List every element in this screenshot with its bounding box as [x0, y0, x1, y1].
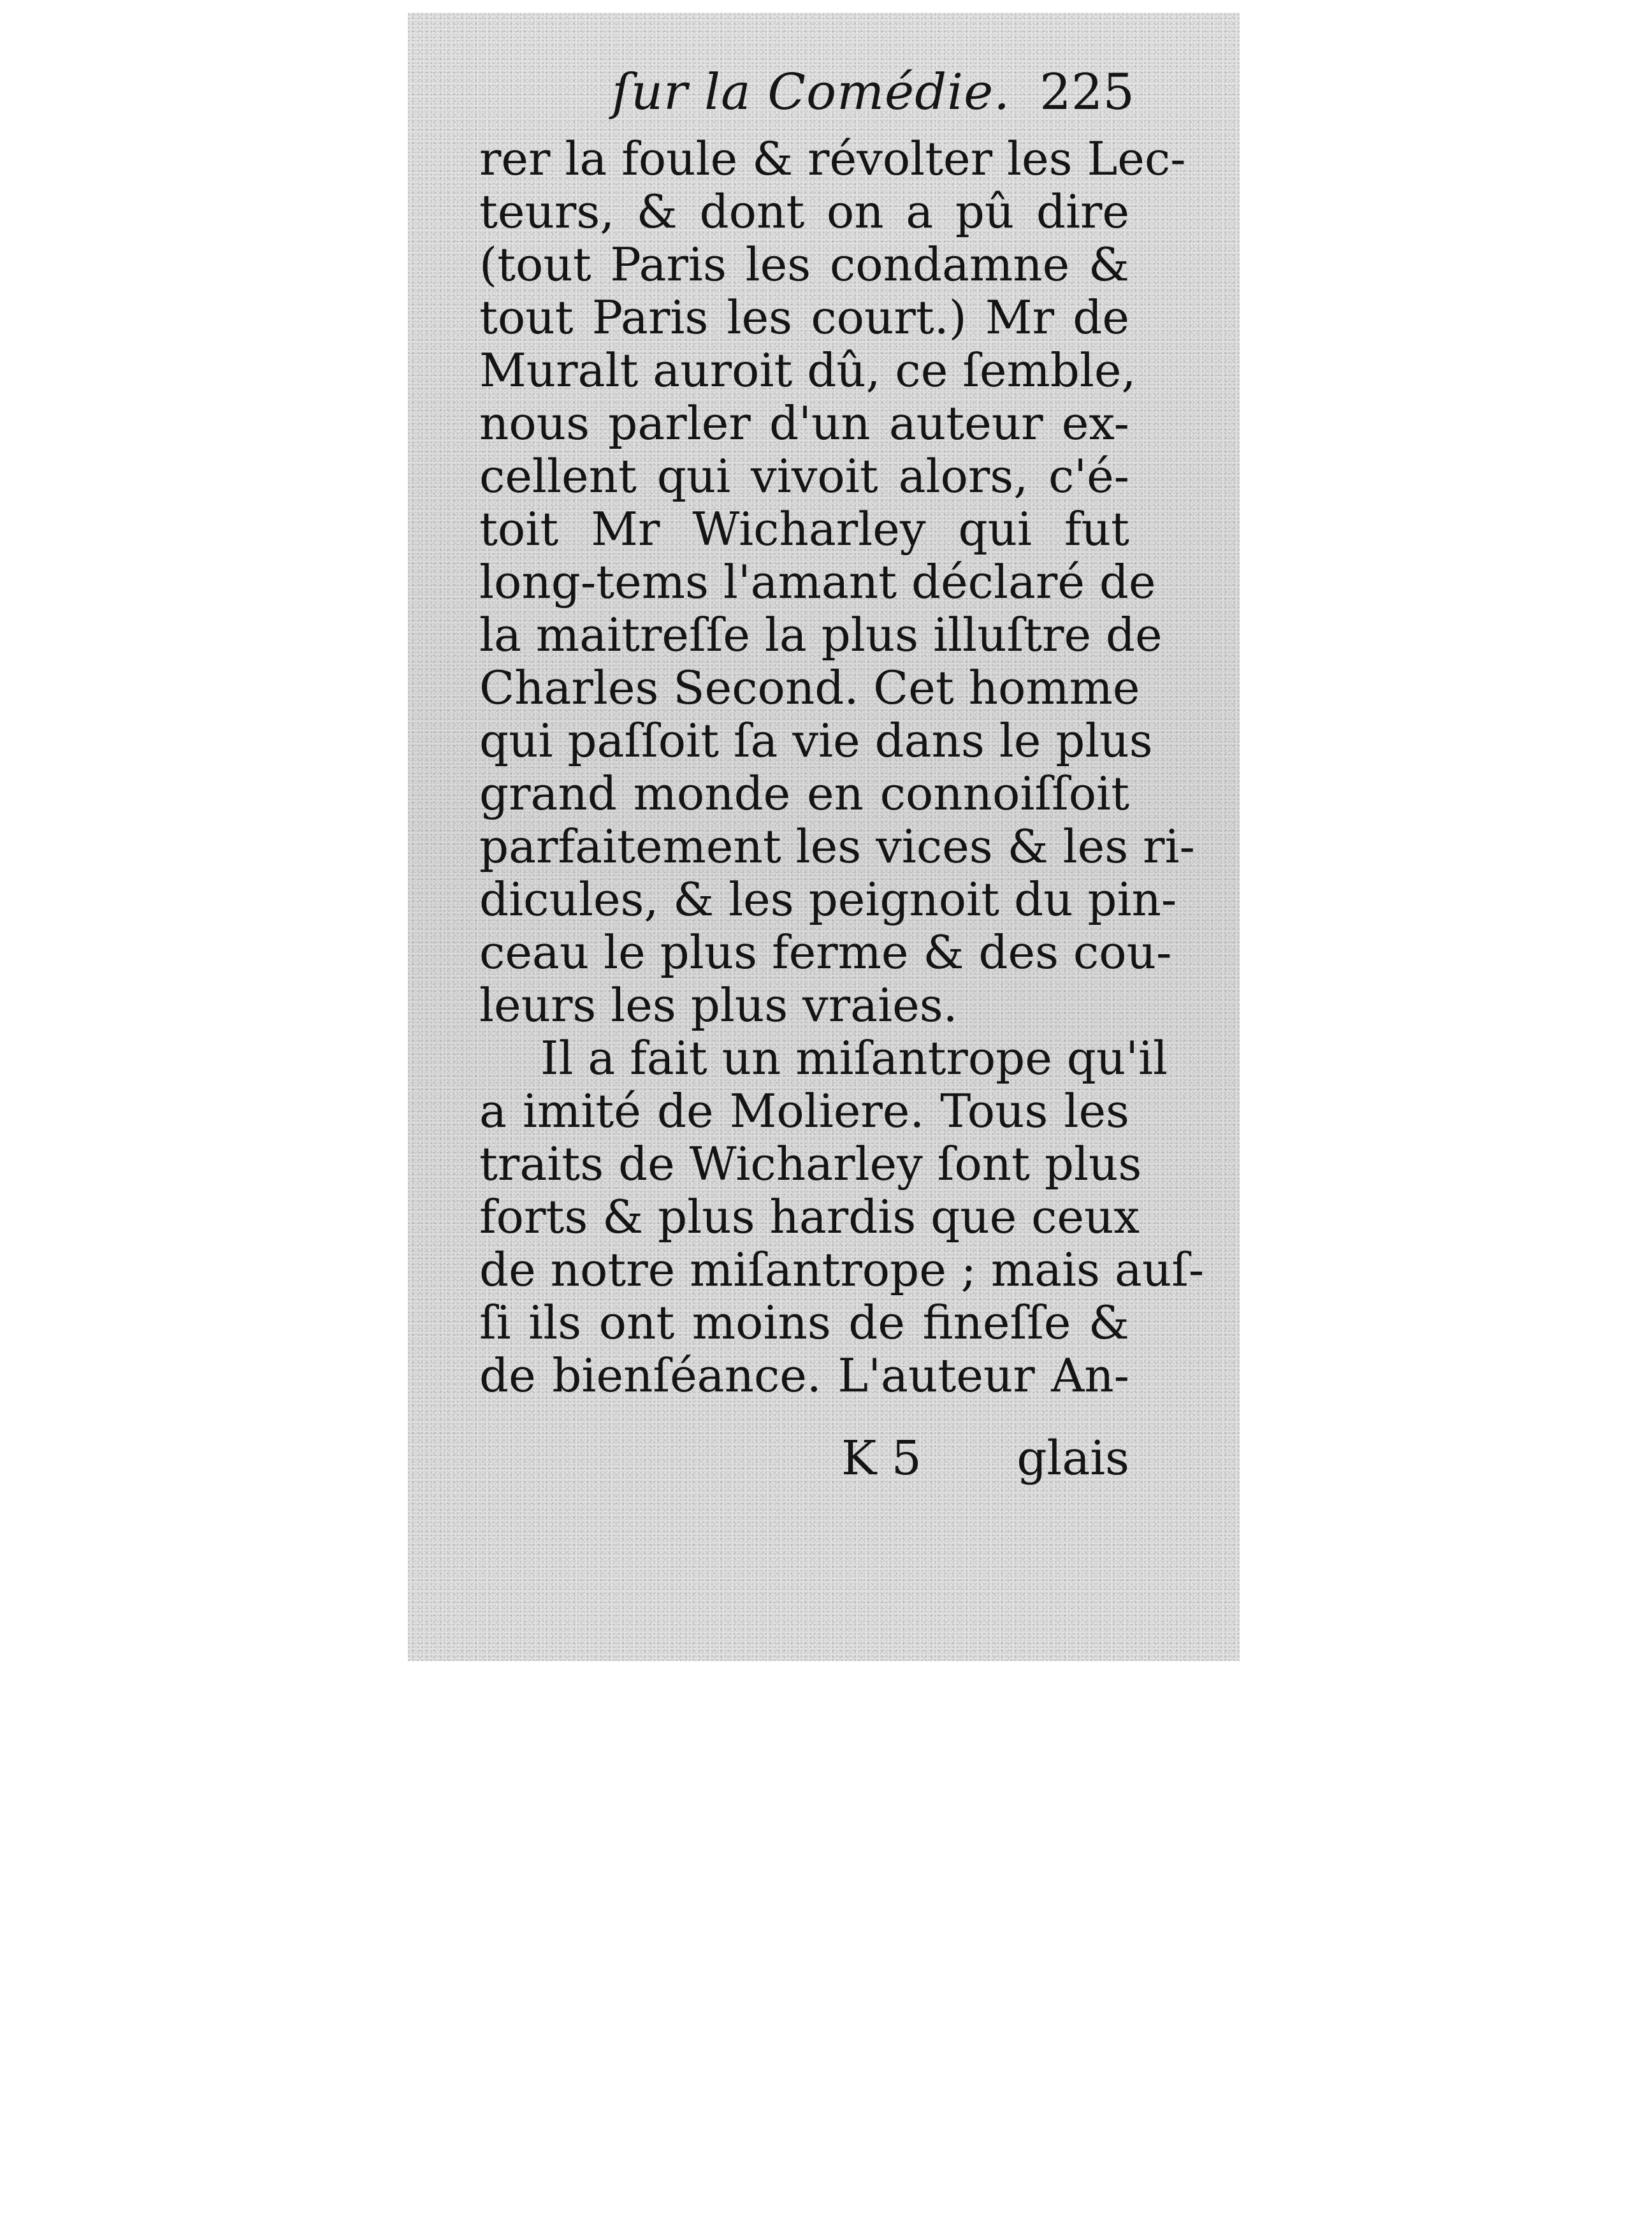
text-line: leurs les plus vraies.	[479, 978, 958, 1032]
running-head: ſur la Comédie.	[612, 64, 1011, 121]
text-line: a imité de Moliere. Tous les	[479, 1084, 1129, 1138]
text-line: ſi ils ont moins de fineſſe &	[479, 1296, 1129, 1349]
text-line: nous parler d'un auteur ex-	[479, 396, 1129, 450]
text-line: long-tems l'amant déclaré de	[479, 555, 1156, 609]
signature-mark: K 5	[841, 1431, 922, 1486]
text-line: Charles Second. Cet homme	[479, 661, 1140, 715]
text-line: Muralt auroit dû, ce ſemble,	[479, 344, 1136, 397]
text-line: forts & plus hardis que ceux	[479, 1190, 1140, 1244]
text-line: grand monde en connoiſſoit	[479, 767, 1129, 820]
page-header	[612, 64, 1134, 127]
text-line: ceau le plus ferme & des cou-	[479, 926, 1172, 979]
text-line: rer la foule & révolter les Lec-	[479, 132, 1186, 185]
text-line: cellent qui vivoit alors, c'é-	[479, 449, 1129, 503]
text-line: traits de Wicharley ſont plus	[479, 1137, 1142, 1191]
text-line: de bienſéance. L'auteur An-	[479, 1349, 1129, 1402]
text-line: parfaitement les vices & les ri-	[479, 820, 1195, 873]
text-line: dicules, & les peignoit du pin-	[479, 873, 1177, 926]
text-line: de notre miſantrope ; mais auſ-	[479, 1243, 1205, 1296]
page-number: 225	[1040, 64, 1134, 121]
text-line: (tout Paris les condamne &	[479, 238, 1129, 291]
catchword: glais	[1017, 1431, 1129, 1486]
text-line: teurs, & dont on a pû dire	[479, 185, 1129, 238]
text-line: toit Mr Wicharley qui fut	[479, 502, 1129, 556]
text-line: tout Paris les court.) Mr de	[479, 291, 1129, 344]
text-line: Il a fait un miſantrope qu'il	[540, 1031, 1168, 1085]
text-line: qui paſſoit ſa vie dans le plus	[479, 714, 1153, 767]
text-line: la maitreſſe la plus illuſtre de	[479, 608, 1163, 662]
body-text	[479, 132, 1205, 1402]
